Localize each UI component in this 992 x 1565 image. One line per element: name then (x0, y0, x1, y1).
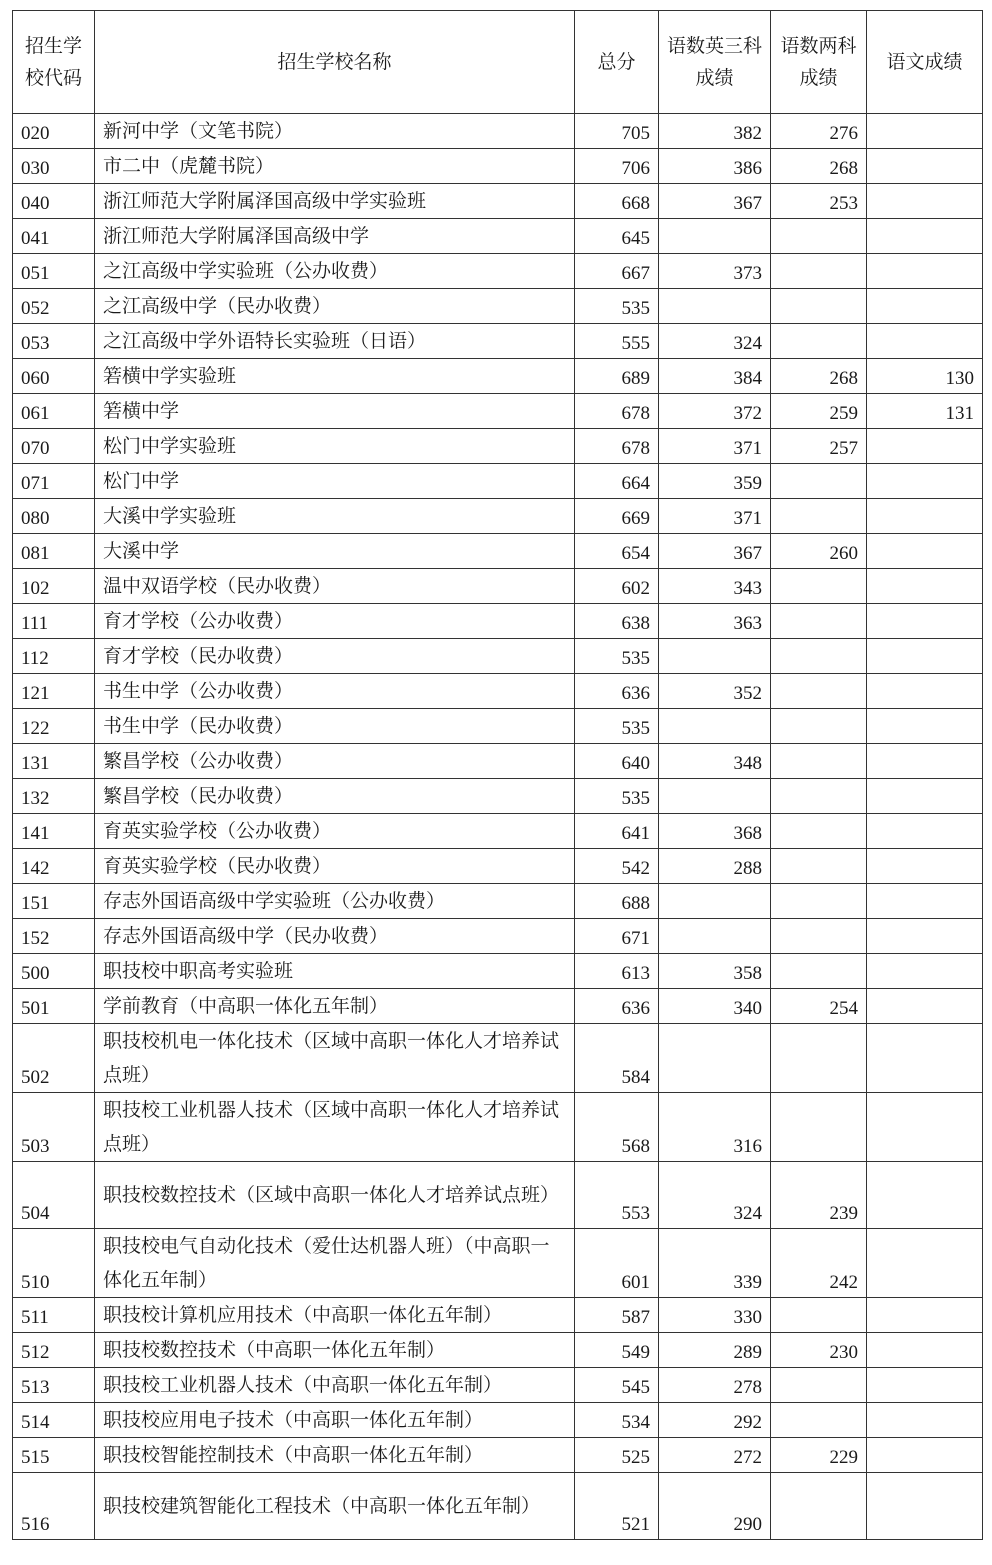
cell-code: 501 (13, 989, 95, 1024)
cell-total-score: 535 (575, 709, 659, 744)
cell-three-subject-score: 340 (659, 989, 771, 1024)
cell-school-name: 职技校计算机应用技术（中高职一体化五年制） (95, 1298, 575, 1333)
cell-code: 020 (13, 114, 95, 149)
cell-school-name: 职技校应用电子技术（中高职一体化五年制） (95, 1403, 575, 1438)
cell-chinese-score (867, 814, 983, 849)
cell-school-name: 育才学校（民办收费） (95, 639, 575, 674)
cell-total-score: 636 (575, 989, 659, 1024)
cell-total-score: 549 (575, 1333, 659, 1368)
table-row (13, 184, 983, 219)
cell-school-name: 学前教育（中高职一体化五年制） (95, 989, 575, 1024)
cell-three-subject-score: 384 (659, 359, 771, 394)
table-row (13, 114, 983, 149)
cell-two-subject-score (771, 1368, 867, 1403)
cell-two-subject-score (771, 604, 867, 639)
cell-two-subject-score (771, 849, 867, 884)
cell-total-score: 636 (575, 674, 659, 709)
header-total: 总分 (575, 11, 659, 114)
cell-three-subject-score: 278 (659, 1368, 771, 1403)
table-row (13, 1298, 983, 1333)
cell-school-name: 职技校建筑智能化工程技术（中高职一体化五年制） (95, 1473, 575, 1540)
cell-code: 131 (13, 744, 95, 779)
table-row (13, 849, 983, 884)
cell-code: 500 (13, 954, 95, 989)
cell-school-name: 之江高级中学外语特长实验班（日语） (95, 324, 575, 359)
table-row (13, 534, 983, 569)
cell-chinese-score (867, 1024, 983, 1093)
cell-chinese-score (867, 919, 983, 954)
cell-code: 053 (13, 324, 95, 359)
cell-total-score: 545 (575, 1368, 659, 1403)
table-row (13, 254, 983, 289)
cell-three-subject-score: 386 (659, 149, 771, 184)
cell-chinese-score (867, 254, 983, 289)
cell-total-score: 678 (575, 394, 659, 429)
cell-chinese-score (867, 429, 983, 464)
cell-school-name: 育才学校（公办收费） (95, 604, 575, 639)
cell-total-score: 601 (575, 1229, 659, 1298)
cell-two-subject-score (771, 254, 867, 289)
table-row (13, 1024, 983, 1093)
cell-three-subject-score: 339 (659, 1229, 771, 1298)
cell-two-subject-score: 229 (771, 1438, 867, 1473)
cell-three-subject-score: 292 (659, 1403, 771, 1438)
cell-two-subject-score (771, 1403, 867, 1438)
cell-chinese-score (867, 639, 983, 674)
cell-chinese-score (867, 324, 983, 359)
table-row (13, 1403, 983, 1438)
cell-two-subject-score (771, 954, 867, 989)
cell-code: 081 (13, 534, 95, 569)
cell-school-name: 市二中（虎麓书院） (95, 149, 575, 184)
cell-school-name: 浙江师范大学附属泽国高级中学实验班 (95, 184, 575, 219)
cell-two-subject-score (771, 639, 867, 674)
cell-code: 512 (13, 1333, 95, 1368)
cell-total-score: 587 (575, 1298, 659, 1333)
cell-total-score: 555 (575, 324, 659, 359)
cell-chinese-score (867, 989, 983, 1024)
cell-chinese-score (867, 1368, 983, 1403)
cell-two-subject-score (771, 324, 867, 359)
cell-two-subject-score (771, 674, 867, 709)
cell-school-name: 新河中学（文笔书院） (95, 114, 575, 149)
cell-code: 510 (13, 1229, 95, 1298)
cell-code: 151 (13, 884, 95, 919)
cell-chinese-score (867, 1093, 983, 1162)
cell-three-subject-score: 348 (659, 744, 771, 779)
cell-school-name: 育英实验学校（公办收费） (95, 814, 575, 849)
cell-school-name: 温中双语学校（民办收费） (95, 569, 575, 604)
cell-three-subject-score: 272 (659, 1438, 771, 1473)
cell-chinese-score (867, 184, 983, 219)
cell-two-subject-score (771, 569, 867, 604)
table-row (13, 919, 983, 954)
cell-total-score: 553 (575, 1162, 659, 1229)
cell-chinese-score (867, 884, 983, 919)
cell-school-name: 职技校智能控制技术（中高职一体化五年制） (95, 1438, 575, 1473)
cell-two-subject-score (771, 709, 867, 744)
cell-three-subject-score (659, 1024, 771, 1093)
cell-code: 504 (13, 1162, 95, 1229)
cell-code: 071 (13, 464, 95, 499)
cell-chinese-score (867, 1438, 983, 1473)
table-row (13, 429, 983, 464)
table-row (13, 884, 983, 919)
cell-three-subject-score: 290 (659, 1473, 771, 1540)
cell-code: 511 (13, 1298, 95, 1333)
cell-three-subject-score (659, 919, 771, 954)
cell-school-name: 松门中学 (95, 464, 575, 499)
cell-code: 080 (13, 499, 95, 534)
table-row (13, 499, 983, 534)
cell-school-name: 职技校数控技术（中高职一体化五年制） (95, 1333, 575, 1368)
cell-two-subject-score: 253 (771, 184, 867, 219)
table-row (13, 814, 983, 849)
cell-total-score: 668 (575, 184, 659, 219)
cell-two-subject-score (771, 814, 867, 849)
cell-chinese-score (867, 849, 983, 884)
cell-total-score: 542 (575, 849, 659, 884)
cell-total-score: 664 (575, 464, 659, 499)
cell-school-name: 存志外国语高级中学（民办收费） (95, 919, 575, 954)
cell-code: 102 (13, 569, 95, 604)
cell-total-score: 645 (575, 219, 659, 254)
cell-three-subject-score: 324 (659, 324, 771, 359)
cell-code: 122 (13, 709, 95, 744)
cell-total-score: 602 (575, 569, 659, 604)
cell-total-score: 669 (575, 499, 659, 534)
cell-total-score: 688 (575, 884, 659, 919)
table-row (13, 674, 983, 709)
cell-two-subject-score: 230 (771, 1333, 867, 1368)
cell-two-subject-score (771, 219, 867, 254)
cell-school-name: 职技校工业机器人技术（区域中高职一体化人才培养试点班） (95, 1093, 575, 1162)
cell-chinese-score: 130 (867, 359, 983, 394)
cell-code: 513 (13, 1368, 95, 1403)
cell-total-score: 535 (575, 779, 659, 814)
cell-school-name: 职技校中职高考实验班 (95, 954, 575, 989)
cell-code: 041 (13, 219, 95, 254)
cell-total-score: 638 (575, 604, 659, 639)
cell-three-subject-score: 371 (659, 429, 771, 464)
cell-three-subject-score (659, 219, 771, 254)
cell-chinese-score: 131 (867, 394, 983, 429)
cell-chinese-score (867, 709, 983, 744)
cell-chinese-score (867, 744, 983, 779)
cell-chinese-score (867, 779, 983, 814)
cell-three-subject-score: 324 (659, 1162, 771, 1229)
cell-total-score: 689 (575, 359, 659, 394)
table-row (13, 1333, 983, 1368)
cell-three-subject-score: 367 (659, 184, 771, 219)
cell-two-subject-score: 259 (771, 394, 867, 429)
cell-two-subject-score (771, 1298, 867, 1333)
cell-school-name: 松门中学实验班 (95, 429, 575, 464)
cell-code: 503 (13, 1093, 95, 1162)
cell-code: 061 (13, 394, 95, 429)
cell-three-subject-score: 343 (659, 569, 771, 604)
header-two-subjects: 语数两科成绩 (771, 11, 867, 114)
cell-school-name: 职技校机电一体化技术（区域中高职一体化人才培养试点班） (95, 1024, 575, 1093)
cell-code: 060 (13, 359, 95, 394)
cell-two-subject-score (771, 1024, 867, 1093)
cell-two-subject-score (771, 919, 867, 954)
cell-three-subject-score (659, 779, 771, 814)
cell-school-name: 职技校电气自动化技术（爱仕达机器人班）（中高职一体化五年制） (95, 1229, 575, 1298)
cell-three-subject-score: 371 (659, 499, 771, 534)
table-row (13, 1438, 983, 1473)
cell-code: 070 (13, 429, 95, 464)
cell-school-name: 书生中学（民办收费） (95, 709, 575, 744)
cell-total-score: 706 (575, 149, 659, 184)
cell-total-score: 535 (575, 289, 659, 324)
table-body (13, 114, 983, 1540)
cell-school-name: 箬横中学实验班 (95, 359, 575, 394)
cell-two-subject-score: 242 (771, 1229, 867, 1298)
cell-code: 040 (13, 184, 95, 219)
cell-total-score: 678 (575, 429, 659, 464)
cell-two-subject-score (771, 1473, 867, 1540)
table-row (13, 639, 983, 674)
table-row (13, 1368, 983, 1403)
table-row (13, 569, 983, 604)
header-name: 招生学校名称 (95, 11, 575, 114)
cell-two-subject-score: 254 (771, 989, 867, 1024)
cell-school-name: 繁昌学校（公办收费） (95, 744, 575, 779)
table-row (13, 394, 983, 429)
table-row (13, 149, 983, 184)
cell-total-score: 705 (575, 114, 659, 149)
cell-two-subject-score: 268 (771, 359, 867, 394)
cell-total-score: 667 (575, 254, 659, 289)
header-three-subjects: 语数英三科成绩 (659, 11, 771, 114)
cell-two-subject-score (771, 464, 867, 499)
cell-chinese-score (867, 289, 983, 324)
cell-school-name: 职技校数控技术（区域中高职一体化人才培养试点班） (95, 1162, 575, 1229)
header-chinese: 语文成绩 (867, 11, 983, 114)
cell-code: 112 (13, 639, 95, 674)
cell-chinese-score (867, 534, 983, 569)
cell-two-subject-score (771, 499, 867, 534)
cell-code: 514 (13, 1403, 95, 1438)
admission-score-table (12, 10, 983, 1540)
cell-total-score: 671 (575, 919, 659, 954)
table-row (13, 1473, 983, 1540)
cell-three-subject-score: 330 (659, 1298, 771, 1333)
cell-three-subject-score: 373 (659, 254, 771, 289)
cell-chinese-score (867, 499, 983, 534)
cell-chinese-score (867, 1473, 983, 1540)
cell-school-name: 大溪中学 (95, 534, 575, 569)
cell-school-name: 箬横中学 (95, 394, 575, 429)
cell-three-subject-score: 363 (659, 604, 771, 639)
cell-school-name: 浙江师范大学附属泽国高级中学 (95, 219, 575, 254)
cell-three-subject-score: 352 (659, 674, 771, 709)
cell-two-subject-score: 257 (771, 429, 867, 464)
cell-code: 121 (13, 674, 95, 709)
cell-two-subject-score: 276 (771, 114, 867, 149)
cell-code: 502 (13, 1024, 95, 1093)
cell-two-subject-score (771, 884, 867, 919)
cell-code: 051 (13, 254, 95, 289)
header-row (13, 11, 983, 114)
header-code: 招生学校代码 (13, 11, 95, 114)
cell-chinese-score (867, 674, 983, 709)
cell-three-subject-score: 289 (659, 1333, 771, 1368)
table-row (13, 289, 983, 324)
cell-chinese-score (867, 1162, 983, 1229)
table-row (13, 744, 983, 779)
cell-school-name: 存志外国语高级中学实验班（公办收费） (95, 884, 575, 919)
cell-chinese-score (867, 219, 983, 254)
table-row (13, 1229, 983, 1298)
table-row (13, 1162, 983, 1229)
cell-two-subject-score: 260 (771, 534, 867, 569)
cell-school-name: 大溪中学实验班 (95, 499, 575, 534)
cell-three-subject-score: 359 (659, 464, 771, 499)
cell-three-subject-score: 372 (659, 394, 771, 429)
cell-total-score: 613 (575, 954, 659, 989)
cell-chinese-score (867, 954, 983, 989)
cell-three-subject-score (659, 639, 771, 674)
cell-total-score: 584 (575, 1024, 659, 1093)
cell-chinese-score (867, 569, 983, 604)
cell-chinese-score (867, 1333, 983, 1368)
cell-code: 515 (13, 1438, 95, 1473)
cell-two-subject-score (771, 1093, 867, 1162)
cell-two-subject-score (771, 779, 867, 814)
cell-school-name: 之江高级中学实验班（公办收费） (95, 254, 575, 289)
cell-total-score: 534 (575, 1403, 659, 1438)
cell-three-subject-score (659, 884, 771, 919)
table-row (13, 709, 983, 744)
cell-code: 152 (13, 919, 95, 954)
cell-three-subject-score (659, 289, 771, 324)
table-row (13, 954, 983, 989)
cell-two-subject-score: 239 (771, 1162, 867, 1229)
cell-chinese-score (867, 1229, 983, 1298)
cell-two-subject-score (771, 289, 867, 324)
table-row (13, 219, 983, 254)
cell-school-name: 职技校工业机器人技术（中高职一体化五年制） (95, 1368, 575, 1403)
cell-chinese-score (867, 1403, 983, 1438)
cell-total-score: 521 (575, 1473, 659, 1540)
cell-code: 132 (13, 779, 95, 814)
cell-three-subject-score (659, 709, 771, 744)
cell-total-score: 640 (575, 744, 659, 779)
table-row (13, 1093, 983, 1162)
cell-school-name: 繁昌学校（民办收费） (95, 779, 575, 814)
table-row (13, 359, 983, 394)
cell-three-subject-score: 367 (659, 534, 771, 569)
cell-school-name: 书生中学（公办收费） (95, 674, 575, 709)
cell-code: 516 (13, 1473, 95, 1540)
cell-chinese-score (867, 604, 983, 639)
cell-chinese-score (867, 149, 983, 184)
cell-code: 142 (13, 849, 95, 884)
cell-chinese-score (867, 464, 983, 499)
cell-total-score: 568 (575, 1093, 659, 1162)
cell-school-name: 育英实验学校（民办收费） (95, 849, 575, 884)
cell-total-score: 641 (575, 814, 659, 849)
cell-three-subject-score: 382 (659, 114, 771, 149)
cell-chinese-score (867, 1298, 983, 1333)
table-row (13, 604, 983, 639)
table-row (13, 324, 983, 359)
cell-total-score: 654 (575, 534, 659, 569)
table-row (13, 989, 983, 1024)
cell-two-subject-score: 268 (771, 149, 867, 184)
table-row (13, 464, 983, 499)
cell-school-name: 之江高级中学（民办收费） (95, 289, 575, 324)
cell-code: 141 (13, 814, 95, 849)
cell-code: 052 (13, 289, 95, 324)
table-row (13, 779, 983, 814)
cell-two-subject-score (771, 744, 867, 779)
cell-three-subject-score: 368 (659, 814, 771, 849)
cell-total-score: 535 (575, 639, 659, 674)
cell-code: 111 (13, 604, 95, 639)
cell-code: 030 (13, 149, 95, 184)
cell-three-subject-score: 288 (659, 849, 771, 884)
cell-three-subject-score: 358 (659, 954, 771, 989)
cell-chinese-score (867, 114, 983, 149)
cell-total-score: 525 (575, 1438, 659, 1473)
cell-three-subject-score: 316 (659, 1093, 771, 1162)
